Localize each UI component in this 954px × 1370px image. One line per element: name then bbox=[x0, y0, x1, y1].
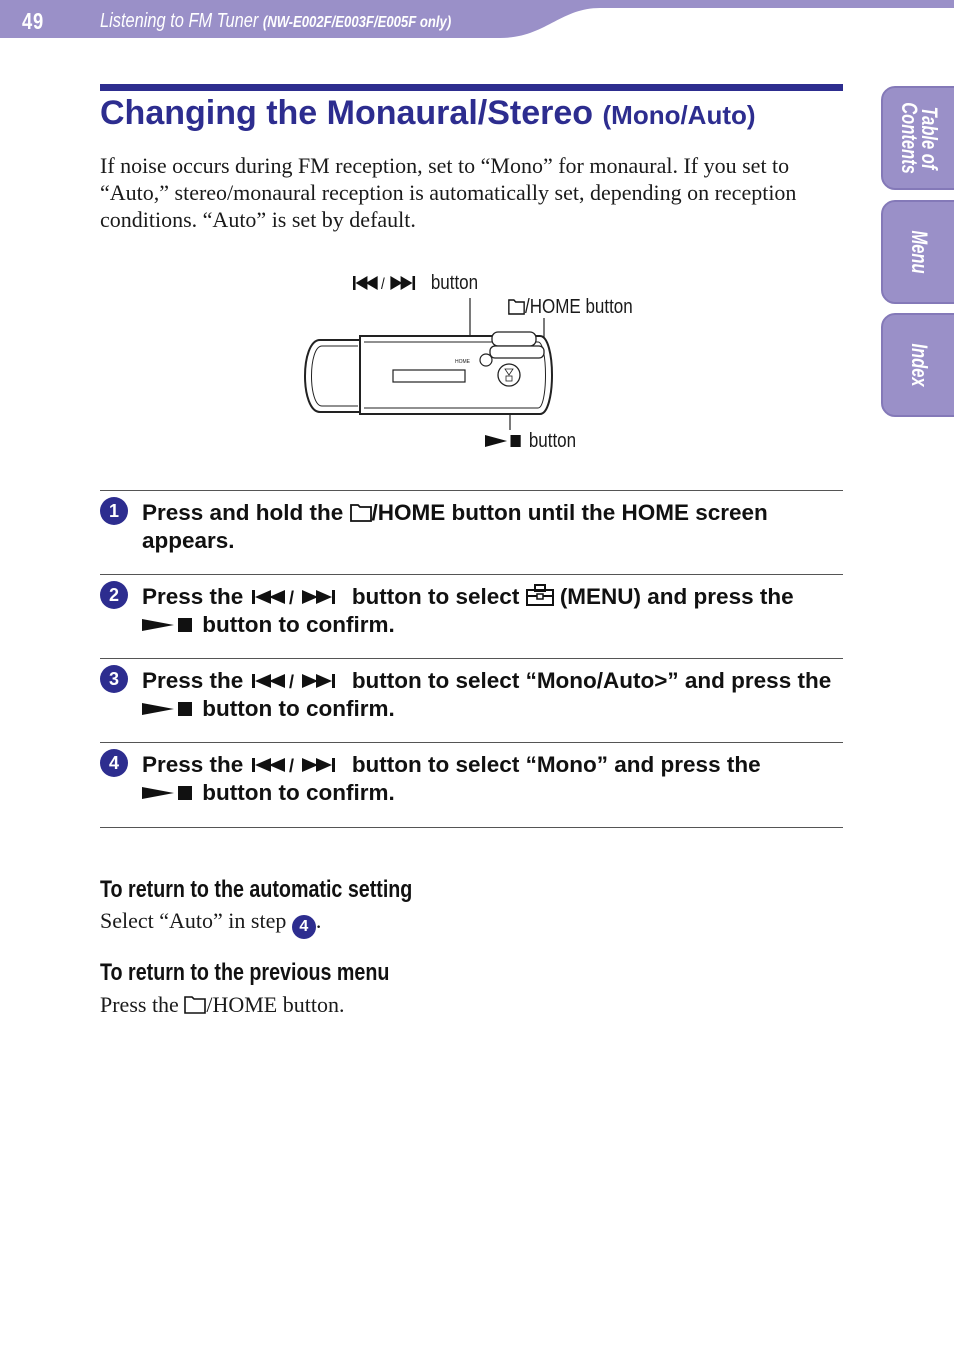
label-skip-button bbox=[353, 272, 478, 295]
svg-text:/: / bbox=[381, 276, 385, 291]
step-text-part: button to confirm. bbox=[196, 780, 395, 805]
step-number: 1 bbox=[100, 497, 128, 525]
step-text-part: Press the bbox=[142, 668, 250, 693]
section-heading-previous-menu: To return to the previous menu bbox=[100, 959, 390, 986]
step-text bbox=[142, 499, 842, 555]
label-play-text: button bbox=[528, 430, 577, 452]
section-text-part: . bbox=[315, 908, 322, 933]
folder-icon bbox=[350, 502, 372, 522]
page-title-paren: (Mono/Auto) bbox=[602, 100, 756, 130]
step-text bbox=[142, 583, 842, 639]
section-text-part: Select “Auto” in step bbox=[100, 908, 292, 933]
step-text-part: Press the bbox=[142, 584, 250, 609]
tab-menu[interactable] bbox=[881, 200, 954, 304]
section-text-automatic bbox=[100, 908, 321, 939]
svg-text:/: / bbox=[288, 588, 294, 606]
prev-next-icon bbox=[250, 588, 346, 606]
step-text bbox=[142, 667, 842, 723]
prev-next-icon bbox=[250, 672, 346, 690]
tab-index-label: Index bbox=[907, 343, 932, 387]
label-home-button bbox=[508, 296, 633, 319]
section-text-part: /HOME button. bbox=[206, 992, 345, 1017]
tab-index[interactable] bbox=[881, 313, 954, 417]
tab-toc-label: Table of Contents bbox=[897, 102, 942, 174]
play-stop-icon bbox=[485, 433, 524, 449]
intro-paragraph: If noise occurs during FM reception, set to “Mono” for monaural. If you set to “Auto,” stereo/monaural reception is automatically set, depending on reception conditions. “Auto” is set by default. bbox=[100, 153, 797, 232]
header-title-text: Listening to FM Tuner bbox=[100, 10, 259, 32]
step-4 bbox=[100, 742, 843, 828]
section-text-part: Press the bbox=[100, 992, 185, 1017]
device-drawing bbox=[290, 262, 670, 462]
step-text-part: Press and hold the bbox=[142, 500, 350, 525]
header-subtitle: (NW-E002F/E003F/E005F only) bbox=[262, 14, 452, 31]
step-2 bbox=[100, 574, 843, 658]
folder-icon bbox=[508, 297, 525, 315]
step-text-part: button to select “Mono/Auto>” and press the bbox=[345, 668, 832, 693]
step-text-part: (MENU) and press the bbox=[553, 584, 794, 609]
step-number: 2 bbox=[100, 581, 128, 609]
svg-text:/: / bbox=[288, 756, 294, 774]
step-1 bbox=[100, 490, 843, 574]
page-header bbox=[0, 0, 954, 40]
section-text-previous-menu bbox=[100, 992, 344, 1018]
step-text-part: button to select “Mono” and press the bbox=[345, 752, 761, 777]
page-number: 49 bbox=[22, 8, 45, 34]
step-text-part: button to confirm. bbox=[196, 696, 395, 721]
play-stop-icon bbox=[142, 700, 196, 718]
step-number: 4 bbox=[100, 749, 128, 777]
step-text-part: button to select bbox=[345, 584, 526, 609]
steps-list bbox=[100, 490, 843, 828]
title-rule bbox=[100, 84, 843, 91]
section-heading-automatic: To return to the automatic setting bbox=[100, 876, 413, 903]
step-text-part: /HOME button until the HOME screen appears. bbox=[142, 500, 768, 553]
page-title bbox=[100, 94, 756, 133]
folder-icon bbox=[184, 994, 206, 1014]
label-home-text: /HOME button bbox=[525, 296, 633, 318]
tab-table-of-contents[interactable] bbox=[881, 86, 954, 190]
header-title bbox=[100, 10, 451, 33]
page-title-main: Changing the Monaural/Stereo bbox=[100, 94, 594, 132]
device-home-text: HOME bbox=[455, 359, 470, 365]
prev-next-icon bbox=[250, 756, 346, 774]
tab-menu-label: Menu bbox=[907, 230, 932, 274]
svg-text:/: / bbox=[288, 672, 294, 690]
play-stop-icon bbox=[142, 784, 196, 802]
toolbox-menu-icon bbox=[526, 584, 554, 606]
step-3 bbox=[100, 658, 843, 742]
step-text-part: button to confirm. bbox=[196, 612, 395, 637]
label-play-button bbox=[485, 430, 576, 453]
step-reference-badge[interactable]: 4 bbox=[292, 915, 316, 939]
prev-next-icon bbox=[353, 275, 426, 291]
device-illustration bbox=[290, 262, 670, 462]
label-skip-text: button bbox=[430, 272, 479, 294]
step-text-part: Press the bbox=[142, 752, 250, 777]
step-text bbox=[142, 751, 842, 807]
play-stop-icon bbox=[142, 616, 196, 634]
step-number: 3 bbox=[100, 665, 128, 693]
